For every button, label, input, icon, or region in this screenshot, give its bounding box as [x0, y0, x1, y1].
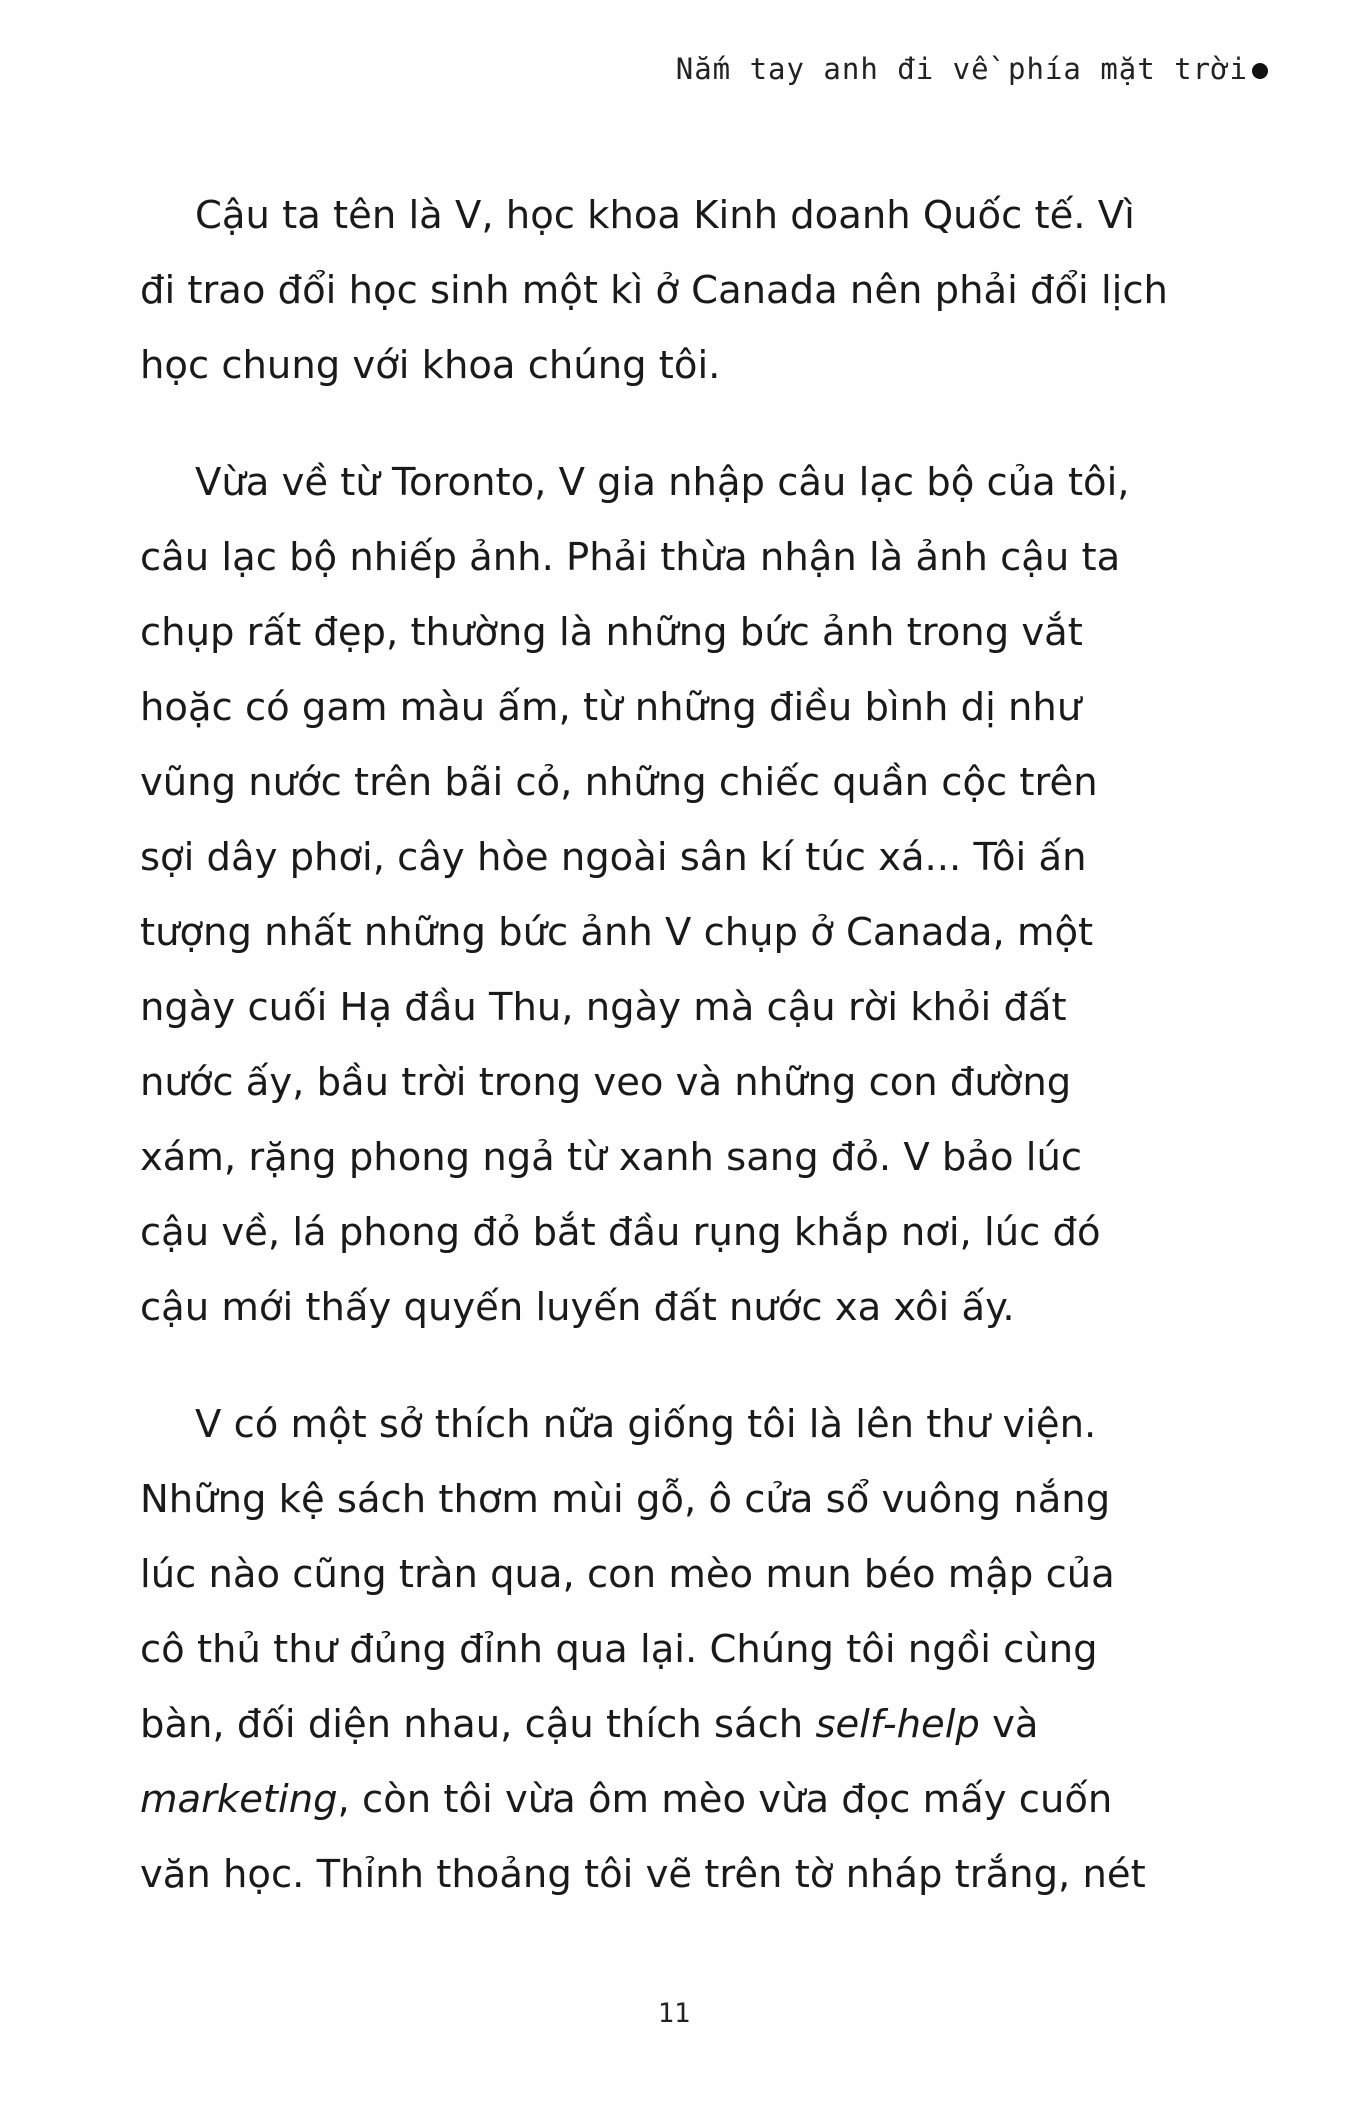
paragraph-1 — [140, 178, 1168, 403]
paragraph-3 — [140, 1387, 1160, 1912]
text-line: marketing, còn tôi vừa ôm mèo vừa đọc mấy cuốn — [140, 1777, 1113, 1822]
text-line: cậu mới thấy quyến luyến đất nước xa xôi ấy. — [140, 1285, 1015, 1330]
italic-term: marketing — [140, 1777, 338, 1822]
text-line: đi trao đổi học sinh một kì ở Canada nên phải đổi lịch — [140, 268, 1168, 313]
text-line: Vừa về từ Toronto, V gia nhập câu lạc bộ của tôi, — [195, 460, 1130, 505]
text-line: nước ấy, bầu trời trong veo và những con đường — [140, 1060, 1072, 1105]
page-number: 11 — [657, 1998, 691, 2029]
paragraph-2 — [140, 445, 1160, 1345]
running-title: Nắm tay anh đi về phía mặt trời — [675, 52, 1248, 86]
text-line: cậu về, lá phong đỏ bắt đầu rụng khắp nơi, lúc đó — [140, 1210, 1101, 1255]
text-line: sợi dây phơi, cây hòe ngoài sân kí túc xá... Tôi ấn — [140, 835, 1087, 880]
text-line: xám, rặng phong ngả từ xanh sang đỏ. V bảo lúc — [140, 1135, 1083, 1180]
text-line: chụp rất đẹp, thường là những bức ảnh trong vắt — [140, 610, 1083, 655]
text-line: văn học. Thỉnh thoảng tôi vẽ trên tờ nháp trắng, nét — [140, 1852, 1146, 1897]
text-line: vũng nước trên bãi cỏ, những chiếc quần cộc trên — [140, 760, 1098, 805]
body-text — [140, 178, 1168, 1954]
text-line: Những kệ sách thơm mùi gỗ, ô cửa sổ vuông nắng — [140, 1477, 1111, 1522]
text-line: ngày cuối Hạ đầu Thu, ngày mà cậu rời khỏi đất — [140, 985, 1067, 1030]
text-line: học chung với khoa chúng tôi. — [140, 343, 721, 388]
text-line: V có một sở thích nữa giống tôi là lên thư viện. — [195, 1402, 1097, 1447]
text-line: bàn, đối diện nhau, cậu thích sách self-help và — [140, 1702, 1039, 1747]
text-line: cô thủ thư đủng đỉnh qua lại. Chúng tôi ngồi cùng — [140, 1627, 1098, 1672]
bullet-dot-icon — [1252, 63, 1268, 79]
text-line: tượng nhất những bức ảnh V chụp ở Canada, một — [140, 910, 1094, 955]
text-line: lúc nào cũng tràn qua, con mèo mun béo mập của — [140, 1552, 1115, 1597]
text-line: hoặc có gam màu ấm, từ những điều bình dị như — [140, 685, 1082, 730]
italic-term: self-help — [815, 1702, 980, 1747]
text-line: câu lạc bộ nhiếp ảnh. Phải thừa nhận là ảnh cậu ta — [140, 535, 1121, 580]
running-header — [676, 52, 1268, 86]
text-line: Cậu ta tên là V, học khoa Kinh doanh Quốc tế. Vì — [195, 193, 1135, 238]
